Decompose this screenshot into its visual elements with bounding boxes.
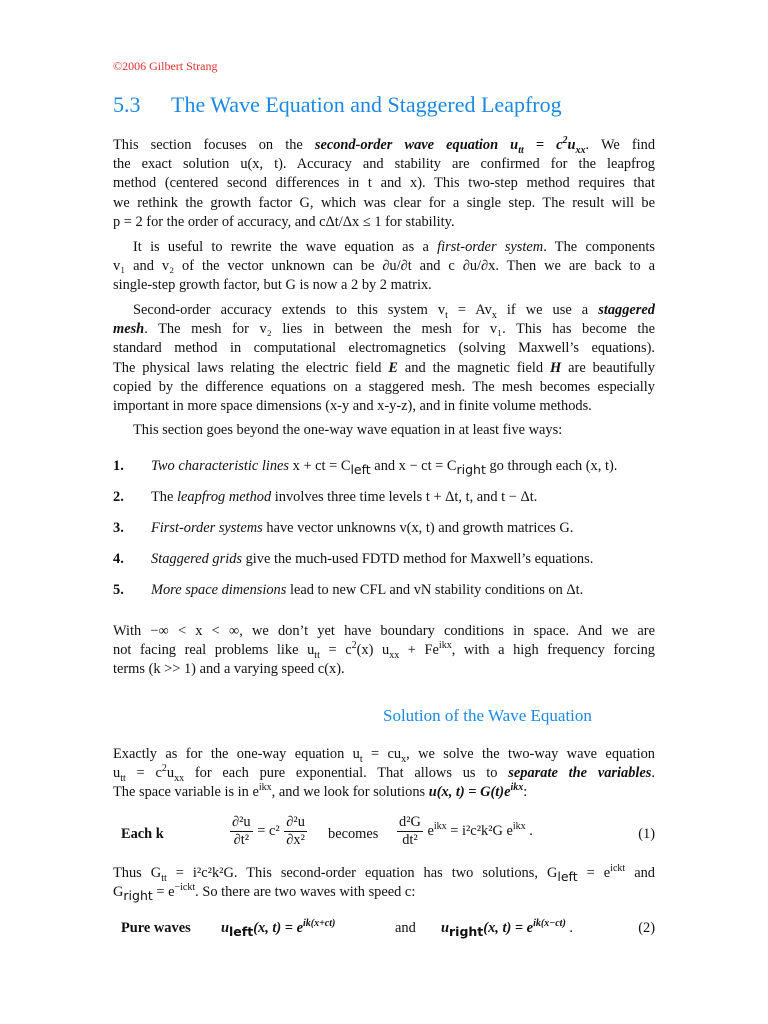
text-line: mesh. The mesh for v₂ lies in between the mesh for v₁. This has become the	[113, 321, 655, 338]
equation-left-wave: $u_{left}(x$, $t) = e^{ik(x+ct)}$	[221, 918, 336, 939]
list-item: 4. Staggered grids give the much-used FDTD method for Maxwell’s equations.	[113, 551, 594, 567]
text-line: terms (k >> 1) and a varying speed c(x).	[113, 661, 345, 678]
text-line: we rethink the growth factor G, which was clear for a single step. The result will be	[113, 194, 655, 211]
paragraph-two-solutions	[113, 864, 655, 902]
equation-and: and	[395, 920, 416, 936]
text-line: It is useful to rewrite the wave equation as a first-order system. The components	[133, 239, 655, 255]
text-line: Exactly as for the one-way equation $u_t = cu_x$, we solve the two-way wave equation	[113, 746, 655, 765]
paragraph-staggered	[113, 301, 655, 416]
equation-number: (1)	[638, 826, 655, 842]
equation-1	[113, 814, 655, 854]
text-line: important in more space dimensions (x-y and x-y-z), and in finite volume methods.	[113, 397, 592, 414]
equation-right-wave: $u_{right}(x$, $t) = e^{ik(x-ct)}$ .	[441, 918, 573, 939]
text-line: copied by the difference equations on a staggered mesh. The mesh becomes especially	[113, 378, 655, 395]
equation-label: Pure waves	[121, 920, 191, 936]
text-line: Second-order accuracy extends to this system $v_t = Av_x$ if we use a staggered	[133, 302, 655, 321]
text-line: the exact solution u(x, t). Accuracy and stability are confirmed for the leapfrog	[113, 156, 655, 173]
text-line: single-step growth factor, but G is now a 2 by 2 matrix.	[113, 277, 432, 294]
equation-becomes: becomes	[328, 826, 379, 842]
paragraph-separation	[113, 745, 655, 803]
text-line: With −∞ < x < ∞, we don’t yet have boundary conditions in space. And we are	[113, 623, 655, 639]
paragraph-first-order	[113, 238, 655, 296]
text-line: method (centered second differences in t and x). This two-step method requires that	[113, 175, 655, 192]
text-line: v₁ and v₂ of the vector unknown can be ∂u/∂t and c ∂u/∂x. Then we are back to a	[113, 258, 655, 275]
section-heading	[113, 92, 673, 118]
equation-label: Each k	[121, 826, 164, 842]
subsection-heading: Solution of the Wave Equation	[383, 706, 592, 725]
text-line: $u_{tt} = c^2u_{xx}$ for each pure exponential. That allows us to separate the variables.	[113, 763, 655, 785]
equation-2	[113, 918, 655, 958]
text-line: $G_{right} = e^{-ickt}$. So there are two waves with speed c:	[113, 882, 416, 904]
paragraph-five-ways	[113, 421, 655, 440]
equation-body: $\frac{\text{∂²u}}{\text{∂t²}}$ = c² $\frac{\text{∂²u}}{\text{∂x²}}$	[232, 814, 305, 848]
list-item: 2. The leapfrog method involves three time levels t + Δt, t, and t − Δt.	[113, 489, 538, 505]
text-line: Thus $G_{tt} = i^2c^2k^2G$. This second-order equation has two solutions, $G_{left} = e^{ickt}$ and	[113, 863, 655, 884]
text-line: The physical laws relating the electric field E and the magnetic field H are beautifully	[113, 359, 655, 376]
equation-rhs: $\frac{\text{d²G}}{\text{dt²}}$ $e^{ikx} = i^2c^2k^2G$ $e^{ikx}$ .	[399, 814, 533, 848]
text-line: standard method in computational electromagnetics (solving Maxwell’s equations).	[113, 340, 655, 357]
copyright-notice: ©2006 Gilbert Strang	[113, 59, 218, 73]
section-title: The Wave Equation and Staggered Leapfrog	[171, 92, 562, 117]
text-line: The space variable is in $e^{ikx}$, and we look for solutions u(x, $t) = G(t)e^{ikx}$:	[113, 782, 528, 801]
paragraph-boundary	[113, 622, 655, 680]
text-line: This section goes beyond the one-way wave equation in at least five ways:	[133, 422, 563, 438]
list-item: 5. More space dimensions lead to new CFL and vN stability conditions on Δt.	[113, 582, 584, 598]
text-line: p = 2 for the order of accuracy, and cΔt/Δx ≤ 1 for stability.	[113, 213, 455, 230]
equation-number: (2)	[638, 920, 655, 936]
section-number: 5.3	[113, 92, 141, 117]
list-item: 1. Two characteristic lines x + ct = $C_{left}$ and x − ct = $C_{right}$ go through each (x, t).	[113, 458, 618, 477]
paragraph-intro	[113, 136, 655, 232]
text-line: not facing real problems like $u_{tt} = c^2(x) u_{xx} + Fe^{ikx}$, with a high frequency forcing	[113, 640, 655, 662]
list-item: 3. First-order systems have vector unknowns v(x, t) and growth matrices G.	[113, 520, 574, 536]
text-line: This section focuses on the second-order wave equation $u_{tt} = c^2u_{xx}$. We find	[113, 135, 656, 156]
